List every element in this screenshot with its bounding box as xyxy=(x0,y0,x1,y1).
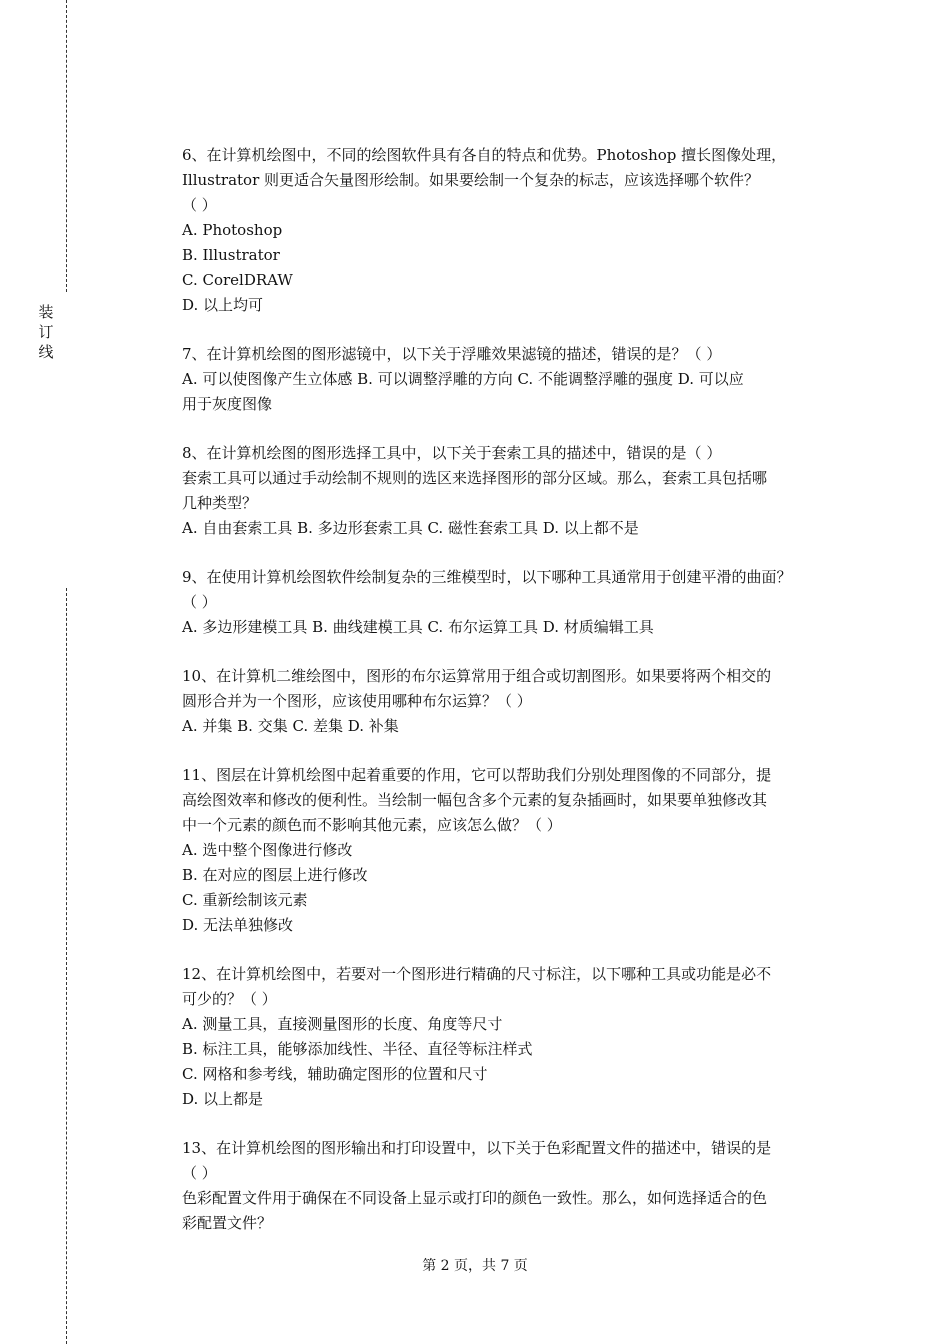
question-line: 7、在计算机绘图的图形滤镜中，以下关于浮雕效果滤镜的描述，错误的是？（ ） xyxy=(182,345,722,363)
question-line: C. 重新绘制该元素 xyxy=(182,891,308,909)
binding-char: 线 xyxy=(38,343,54,361)
question-line: B. 在对应的图层上进行修改 xyxy=(182,866,368,884)
question-line: C. CorelDRAW xyxy=(182,271,293,289)
question-block xyxy=(182,1136,844,1236)
question-line: D. 以上均可 xyxy=(182,296,264,314)
question-line: 圆形合并为一个图形，应该使用哪种布尔运算？（ ） xyxy=(182,692,532,710)
question-line: D. 无法单独修改 xyxy=(182,916,294,934)
question-line: B. 标注工具，能够添加线性、半径、直径等标注样式 xyxy=(182,1040,533,1058)
question-line: 12、在计算机绘图中，若要对一个图形进行精确的尺寸标注，以下哪种工具或功能是必不 xyxy=(182,965,772,983)
question-line: 8、在计算机绘图的图形选择工具中，以下关于套索工具的描述中，错误的是（ ） xyxy=(182,444,722,462)
question-line: A. 测量工具，直接测量图形的长度、角度等尺寸 xyxy=(182,1015,503,1033)
binding-line-top xyxy=(66,0,67,292)
question-block xyxy=(182,342,844,417)
question-line: A. Photoshop xyxy=(182,221,283,239)
question-line: 11、图层在计算机绘图中起着重要的作用，它可以帮助我们分别处理图像的不同部分，提 xyxy=(182,766,772,784)
question-line: 中一个元素的颜色而不影响其他元素，应该怎么做？（ ） xyxy=(182,816,562,834)
question-line: A. 选中整个图像进行修改 xyxy=(182,841,353,859)
question-line: C. 网格和参考线，辅助确定图形的位置和尺寸 xyxy=(182,1065,488,1083)
question-line: 13、在计算机绘图的图形输出和打印设置中，以下关于色彩配置文件的描述中，错误的是 xyxy=(182,1139,772,1157)
binding-label xyxy=(36,302,56,362)
question-block xyxy=(182,565,844,640)
binding-char: 订 xyxy=(38,323,54,341)
question-line: 用于灰度图像 xyxy=(182,395,273,413)
question-line: （ ） xyxy=(182,593,217,611)
question-line: 6、在计算机绘图中，不同的绘图软件具有各自的特点和优势。Photoshop 擅长图像处理， xyxy=(182,146,787,164)
question-line: 几种类型？ xyxy=(182,494,258,512)
question-line: 色彩配置文件用于确保在不同设备上显示或打印的颜色一致性。那么，如何选择适合的色 xyxy=(182,1189,768,1207)
binding-line-bottom xyxy=(66,588,67,1344)
page-footer: 第 2 页，共 7 页 xyxy=(422,1258,528,1274)
question-line: A. 多边形建模工具 B. 曲线建模工具 C. 布尔运算工具 D. 材质编辑工具 xyxy=(182,618,654,636)
question-block xyxy=(182,962,844,1112)
question-line: A. 自由套索工具 B. 多边形套索工具 C. 磁性套索工具 D. 以上都不是 xyxy=(182,519,639,537)
question-line: 可少的？（ ） xyxy=(182,990,277,1008)
question-line: 彩配置文件？ xyxy=(182,1214,273,1232)
question-line: A. 并集 B. 交集 C. 差集 D. 补集 xyxy=(182,717,399,735)
question-line: Illustrator 则更适合矢量图形绘制。如果要绘制一个复杂的标志，应该选择哪个软件？ xyxy=(182,171,760,189)
question-line: （ ） xyxy=(182,1164,217,1182)
binding-char: 装 xyxy=(38,303,54,321)
question-line: 高绘图效率和修改的便利性。当绘制一幅包含多个元素的复杂插画时，如果要单独修改其 xyxy=(182,791,768,809)
question-block xyxy=(182,143,844,318)
question-block xyxy=(182,763,844,938)
question-block xyxy=(182,664,844,739)
question-line: 套索工具可以通过手动绘制不规则的选区来选择图形的部分区域。那么，套索工具包括哪 xyxy=(182,469,768,487)
question-list xyxy=(182,143,844,1260)
question-line: 10、在计算机二维绘图中，图形的布尔运算常用于组合或切割图形。如果要将两个相交的 xyxy=(182,667,772,685)
question-line: A. 可以使图像产生立体感 B. 可以调整浮雕的方向 C. 不能调整浮雕的强度 D. 可以应 xyxy=(182,370,744,388)
question-line: B. Illustrator xyxy=(182,246,280,264)
question-line: 9、在使用计算机绘图软件绘制复杂的三维模型时，以下哪种工具通常用于创建平滑的曲面？ xyxy=(182,568,792,586)
question-line: D. 以上都是 xyxy=(182,1090,264,1108)
question-line: （ ） xyxy=(182,196,217,214)
question-block xyxy=(182,441,844,541)
